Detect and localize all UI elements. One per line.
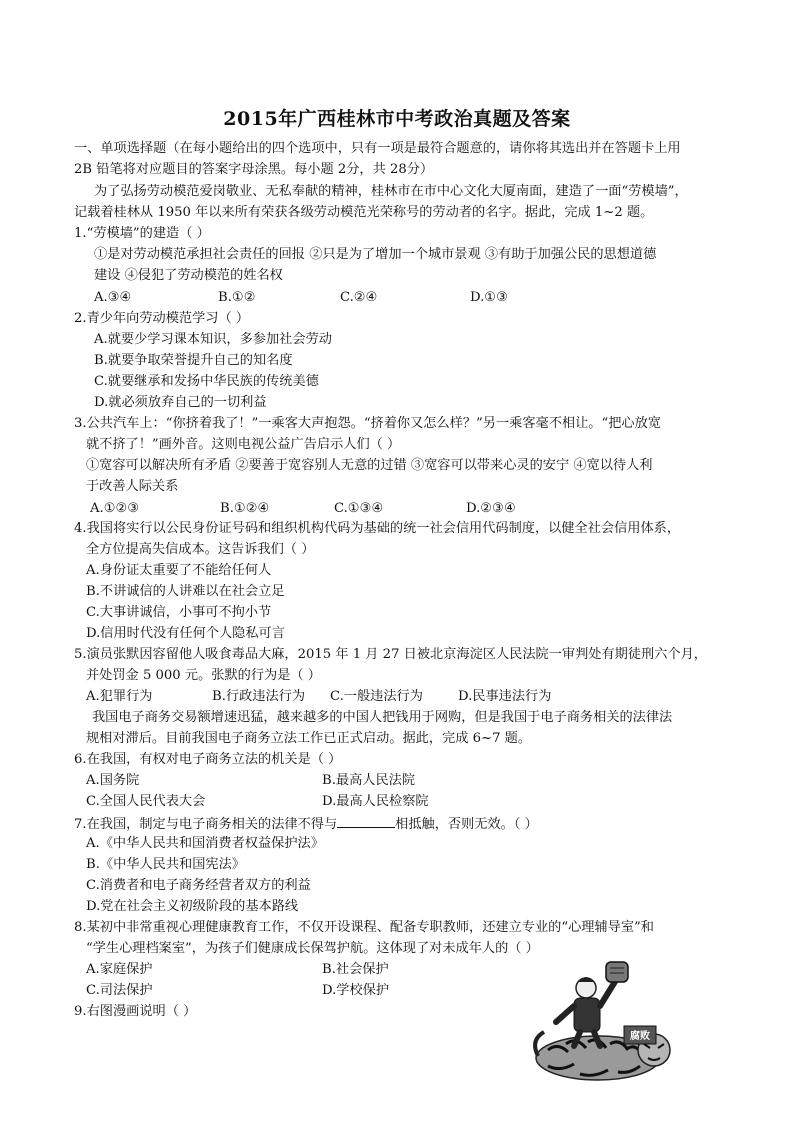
question-8-stem: 8.某初中非常重视心理健康教育工作，不仅开设课程、配备专职教师，还建立专业的“心理辅导室”和 — [74, 920, 654, 935]
question-3-items: ①宽容可以解决所有矛盾 ②要善于宽容别人无意的过错 ③宽容可以带来心灵的安宁 ④宽以待人利 — [86, 458, 653, 473]
fill-in-blank — [337, 813, 395, 828]
question-3-stem: 3.公共汽车上：“你挤着我了！”一乘客大声抱怨。“挤着你又怎么样？”另一乘客毫不相让。“把心放宽 — [74, 416, 661, 431]
question-3-option-a: A.①②③ — [90, 501, 140, 516]
material-paragraph: 为了弘扬劳动模范爱岗敬业、无私奉献的精神，桂林市在市中心文化大厦南面，建造了一面“劳模墙”， — [94, 184, 688, 199]
question-2-option-b: B.就要争取荣誉提升自己的知名度 — [94, 353, 293, 368]
question-5-option-d: D.民事违法行为 — [458, 689, 552, 704]
question-4-stem-cont: 全方位提高失信成本。这告诉我们（ ） — [86, 542, 315, 557]
question-4-option-c: C.大事讲诚信，小事可不拘小节 — [86, 605, 272, 620]
question-9-stem: 9.右图漫画说明（ ） — [74, 1004, 197, 1019]
question-6-option-c: C.全国人民代表大会 — [86, 794, 206, 809]
question-6-option-b: B.最高人民法院 — [322, 773, 416, 788]
question-7-option-c: C.消费者和电子商务经营者双方的利益 — [86, 878, 311, 893]
question-8-option-d: D.学校保护 — [322, 983, 390, 998]
question-2-option-c: C.就要继承和发扬中华民族的传统美德 — [94, 374, 319, 389]
section-heading: 一、单项选择题（在每小题给出的四个选项中，只有一项是最符合题意的，请你将其选出并在答题卡上用 — [74, 141, 681, 156]
question-3-items-cont: 于改善人际关系 — [86, 479, 179, 494]
question-4-option-b: B.不讲诚信的人讲难以在社会立足 — [86, 584, 285, 599]
question-5-stem-cont: 并处罚金 5 000 元。张默的行为是（ ） — [86, 668, 321, 683]
section-heading-cont: 2B 铅笔将对应题目的答案字母涂黑。每小题 2分，共 28分） — [74, 162, 434, 177]
question-4-stem: 4.我国将实行以公民身份证号码和组织机构代码为基础的统一社会信用代码制度，以健全社会信用体系， — [74, 521, 681, 536]
question-1-option-d: D.①③ — [470, 290, 508, 305]
question-5-stem: 5.演员张默因容留他人吸食毒品大麻，2015 年 1 月 27 日被北京海淀区人民法院一审判处有期徒刑六个月， — [74, 647, 707, 662]
question-7-option-d: D.党在社会主义初级阶段的基本路线 — [86, 899, 299, 914]
material-paragraph-cont: 记载着桂林从 1950 年以来所有荣获各级劳动模范光荣称号的劳动者的名字。据此，完成 1~2 题。 — [74, 205, 654, 220]
question-2-stem: 2.青少年向劳动模范学习（ ） — [74, 311, 250, 326]
question-4-option-a: A.身份证太重要了不能给任何人 — [86, 563, 272, 578]
question-2-option-d: D.就必须放弃自己的一切利益 — [94, 395, 267, 410]
question-1-option-b: B.①② — [218, 290, 256, 305]
question-6-option-d: D.最高人民检察院 — [322, 794, 429, 809]
question-3-option-d: D.②③④ — [466, 501, 516, 516]
cartoon-illustration — [528, 958, 678, 1086]
question-1-option-c: C.②④ — [340, 290, 378, 305]
question-8-option-b: B.社会保护 — [322, 962, 389, 977]
question-7-option-a: A.《中华人民共和国消费者权益保护法》 — [86, 836, 324, 851]
material-paragraph-2: 我国电子商务交易额增速迅猛，越来越多的中国人把钱用于网购，但是我国于电子商务相关的法律法 — [92, 710, 673, 725]
question-7-stem — [74, 813, 538, 835]
material-paragraph-2-cont: 规相对滞后。目前我国电子商务立法工作已正式启动。据此，完成 6~7 题。 — [86, 731, 532, 746]
question-7-stem-after: 相抵触，否则无效。（ ） — [395, 817, 538, 832]
question-8-option-c: C.司法保护 — [86, 983, 153, 998]
comic-label: 腐败 — [630, 1031, 650, 1042]
question-7-option-b: B.《中华人民共和国宪法》 — [86, 857, 245, 872]
question-6-option-a: A.国务院 — [86, 773, 140, 788]
question-1-items-cont: 建设 ④侵犯了劳动模范的姓名权 — [94, 268, 283, 283]
question-1-option-a: A.③④ — [94, 290, 132, 305]
question-4-option-d: D.信用时代没有任何个人隐私可言 — [86, 626, 285, 641]
question-6-stem: 6.在我国，有权对电子商务立法的机关是（ ） — [74, 752, 342, 767]
page-title: 2015年广西桂林市中考政治真题及答案 — [223, 108, 571, 130]
question-2-option-a: A.就要少学习课本知识，多参加社会劳动 — [94, 332, 332, 347]
question-3-option-b: B.①②④ — [220, 501, 270, 516]
question-8-option-a: A.家庭保护 — [86, 962, 153, 977]
question-5-option-a: A.犯罪行为 — [86, 689, 153, 704]
question-1-items: ①是对劳动模范承担社会责任的回报 ②只是为了增加一个城市景观 ③有助于加强公民的思想道德 — [94, 247, 657, 262]
question-3-option-c: C.①③④ — [334, 501, 384, 516]
question-8-stem-cont: “学生心理档案室”，为孩子们健康成长保驾护航。这体现了对未成年人的（ ） — [86, 941, 539, 956]
question-5-option-c: C.一般违法行为 — [330, 689, 423, 704]
question-1-stem: 1.“劳模墙”的建造（ ） — [74, 226, 210, 241]
question-5-option-b: B.行政违法行为 — [212, 689, 306, 704]
question-3-stem-cont: 就不挤了！”画外音。这则电视公益广告启示人们（ ） — [86, 437, 401, 452]
question-7-stem-before: 7.在我国，制定与电子商务相关的法律不得与 — [74, 817, 338, 832]
